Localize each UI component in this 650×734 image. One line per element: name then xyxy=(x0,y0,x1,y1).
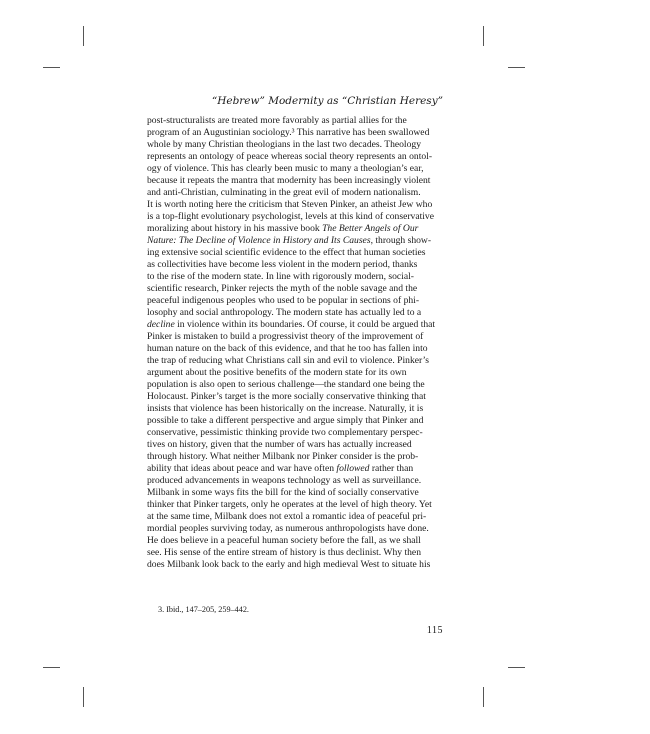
body-line: because it repeats the mantra that modernity has been increasingly violent xyxy=(147,175,431,186)
body-line: is a top-flight evolutionary psychologist, levels at this kind of conservative xyxy=(147,211,434,222)
body-line: program of an Augustinian sociology.³ This narrative has been swallowed xyxy=(147,127,430,138)
crop-mark-top-left-vertical xyxy=(83,26,84,46)
body-line: Pinker is mistaken to build a progressivist theory of the improvement of xyxy=(147,331,424,342)
body-line: post-structuralists are treated more favorably as partial allies for the xyxy=(147,115,407,126)
body-line: tives on history, given that the number of wars has actually increased xyxy=(147,439,412,450)
body-line: Milbank in some ways fits the bill for the kind of socially conservative xyxy=(147,487,419,498)
footnote: 3. Ibid., 147–205, 259–442. xyxy=(158,605,249,614)
body-line: He does believe in a peaceful human society before the fall, as we shall xyxy=(147,535,421,546)
body-line: through history. What neither Milbank nor Pinker consider is the prob- xyxy=(147,451,419,462)
crop-mark-top-left-horizontal xyxy=(43,67,60,68)
body-line: ing extensive social scientific evidence to the effect that human societies xyxy=(147,247,426,258)
body-line: to the rise of the modern state. In line with rigorously modern, social- xyxy=(147,271,414,282)
crop-mark-bottom-left-vertical xyxy=(83,687,84,707)
body-line: conservative, pessimistic thinking provide two complementary perspec- xyxy=(147,427,423,438)
body-line: and anti-Christian, culminating in the great evil of modern nationalism. xyxy=(147,187,421,198)
crop-mark-bottom-right-horizontal xyxy=(508,667,525,668)
body-line: see. His sense of the entire stream of history is thus declinist. Why then xyxy=(147,547,421,558)
body-line: decline in violence within its boundaries. Of course, it could be argued that xyxy=(147,319,436,330)
crop-mark-top-right-horizontal xyxy=(508,67,525,68)
body-line: insists that violence has been historically on the increase. Naturally, it is xyxy=(147,403,424,414)
body-line: moralizing about history in his massive book The Better Angels of Our xyxy=(147,223,419,234)
body-line: scientific research, Pinker rejects the myth of the noble savage and the xyxy=(147,283,418,294)
body-line: human nature on the back of this evidence, and that he too has fallen into xyxy=(147,343,428,354)
body-line: losophy and social anthropology. The modern state has actually led to a xyxy=(147,307,422,318)
body-line: at the same time, Milbank does not extol a romantic idea of peaceful pri- xyxy=(147,511,427,522)
body-text xyxy=(147,115,443,571)
running-head: “Hebrew” Modernity as “Christian Heresy” xyxy=(211,95,443,107)
crop-mark-top-right-vertical xyxy=(483,26,484,46)
body-line: does Milbank look back to the early and high medieval West to situate his xyxy=(147,559,431,570)
body-line: the trap of reducing what Christians call sin and evil to violence. Pinker’s xyxy=(147,355,429,366)
body-line: represents an ontology of peace whereas social theory represents an ontol- xyxy=(147,151,433,162)
body-line: produced advancements in weapons technology as well as surveillance. xyxy=(147,475,422,486)
body-line: mordial peoples surviving today, as numerous anthropologists have done. xyxy=(147,523,429,534)
crop-mark-bottom-right-vertical xyxy=(483,687,484,707)
body-line: possible to take a different perspective and argue simply that Pinker and xyxy=(147,415,424,426)
page-number: 115 xyxy=(426,625,443,636)
body-line: population is also open to serious challenge—the standard one being the xyxy=(147,379,425,390)
body-line: thinker that Pinker targets, only he operates at the level of high theory. Yet xyxy=(147,499,432,510)
crop-mark-bottom-left-horizontal xyxy=(43,667,60,668)
body-line: Holocaust. Pinker’s target is the more socially conservative thinking that xyxy=(147,391,426,402)
body-line: It is worth noting here the criticism that Steven Pinker, an atheist Jew who xyxy=(147,199,433,210)
body-line: whole by many Christian theologians in the last two decades. Theology xyxy=(147,139,421,150)
body-line: as collectivities have become less violent in the modern period, thanks xyxy=(147,259,418,270)
body-line: ogy of violence. This has clearly been music to many a theologian’s ear, xyxy=(147,163,424,174)
body-line: Nature: The Decline of Violence in History and Its Causes, through show- xyxy=(147,235,432,246)
body-line: ability that ideas about peace and war have often followed rather than xyxy=(147,463,414,474)
body-line: argument about the positive benefits of the modern state for its own xyxy=(147,367,407,378)
body-line: peaceful indigenous peoples who used to be popular in sections of phi- xyxy=(147,295,420,306)
